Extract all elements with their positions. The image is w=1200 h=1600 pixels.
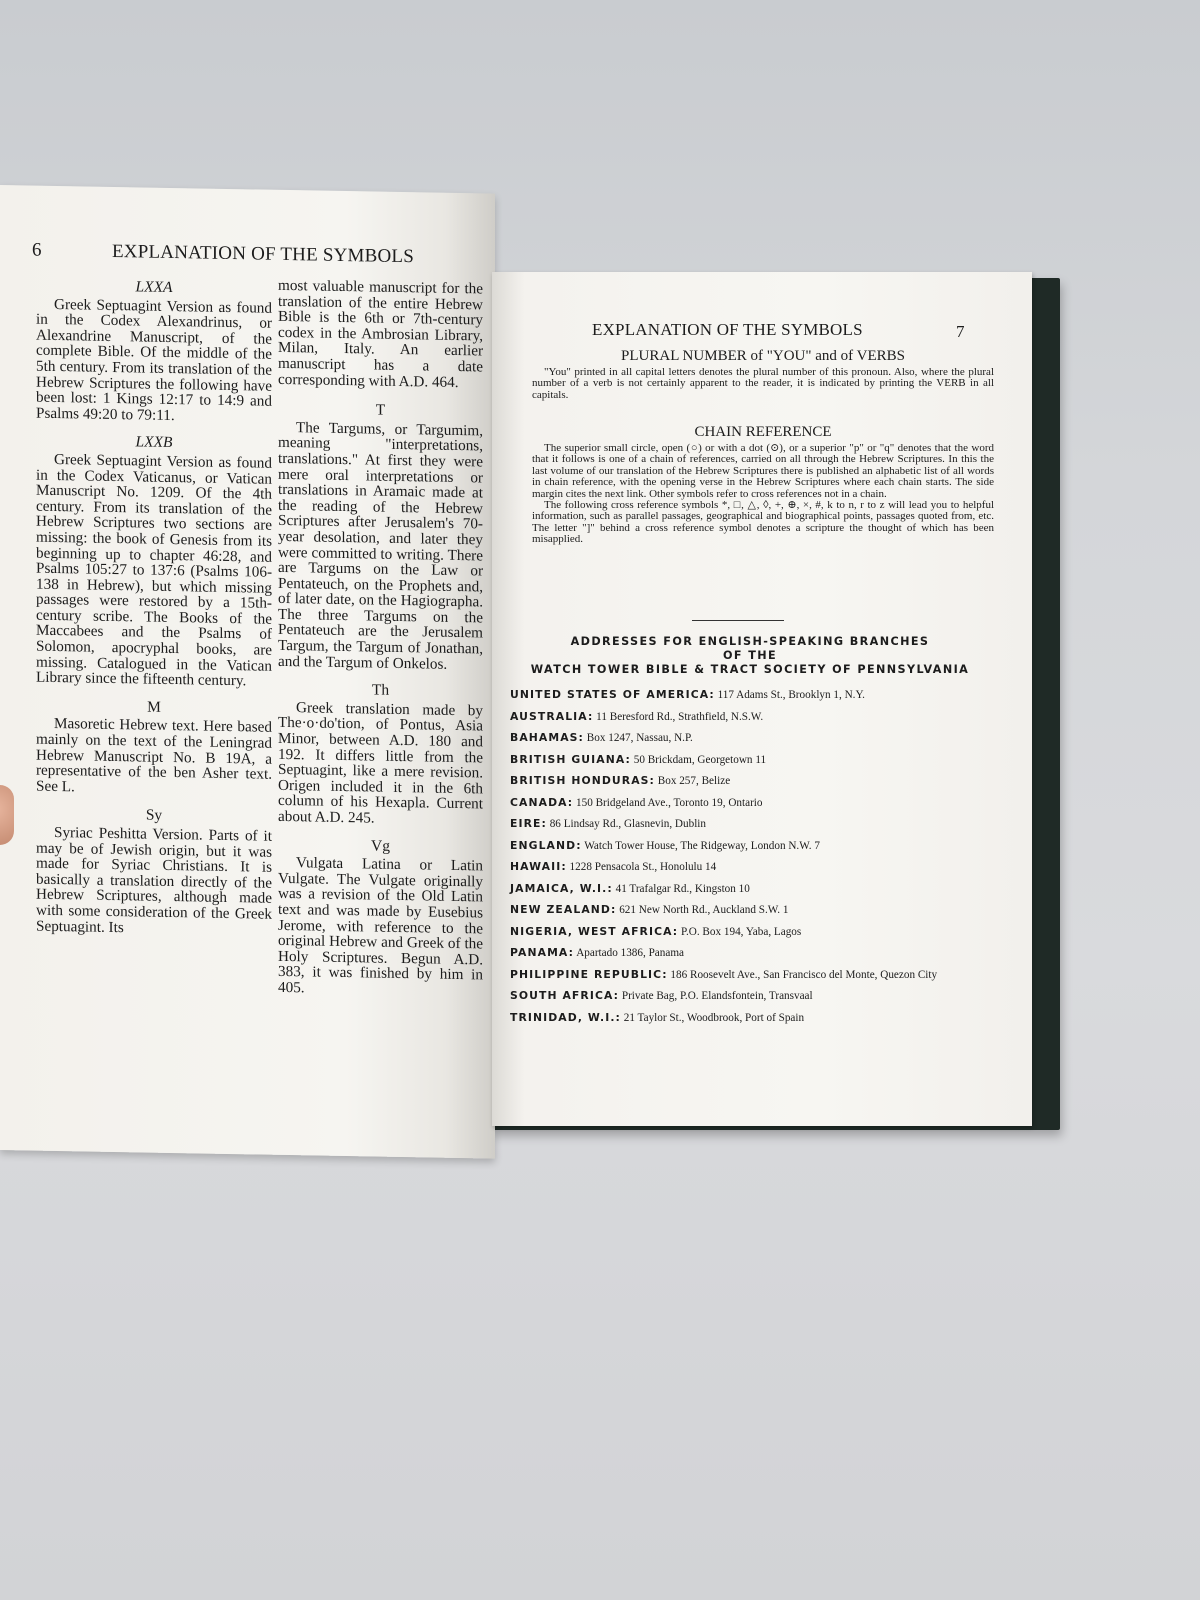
- address-country: NEW ZEALAND:: [510, 903, 617, 916]
- section-heading: PLURAL NUMBER of "YOU" and of VERBS: [621, 348, 905, 364]
- running-head: EXPLANATION OF THE SYMBOLS: [112, 240, 415, 268]
- address-item: [510, 1011, 1010, 1025]
- right-page: [492, 272, 1032, 1126]
- addresses-heading: WATCH TOWER BIBLE & TRACT SOCIETY OF PENNSYLVANIA: [530, 663, 970, 676]
- address-item: [510, 989, 1010, 1003]
- address-item: [510, 839, 1010, 853]
- address-item: [510, 796, 1010, 810]
- address-item: [510, 925, 1010, 939]
- address-list: [510, 688, 1010, 1032]
- entry-symbol: LXXA: [135, 278, 173, 297]
- page-number: 7: [956, 322, 965, 341]
- address-text: Private Bag, P.O. Elandsfontein, Transvaal: [621, 990, 813, 1002]
- address-text: 86 Lindsay Rd., Glasnevin, Dublin: [549, 818, 707, 830]
- address-country: PANAMA:: [510, 946, 574, 959]
- address-text: 186 Roosevelt Ave., San Francisco del Monte, Quezon City: [670, 968, 938, 981]
- address-text: Box 1247, Nassau, N.P.: [586, 732, 693, 744]
- section-text: "You" printed in all capital letters denotes the plural number of this pronoun. Also, where the plural number of a verb is not certainly apparent to the reader, it is indicated by printing the VERB in all capitals.: [532, 366, 994, 401]
- address-country: CANADA:: [510, 795, 574, 809]
- address-item: [510, 710, 1010, 724]
- address-country: HAWAII:: [510, 860, 567, 873]
- page-number: 6: [32, 239, 42, 261]
- entry-text: The Targums, or Targumim, meaning "interpretations, translations." At first they were mere oral interpretations or translations in Aramaic made at the reading of the Hebrew Scriptures after Jerusalem's 70-year desolation, and later they were committed to writing. There are Targums on the Law or Pentateuch, on the Prophets and, of later date, on the Hagiographa. The three Targums on the Pentateuch are the Jerusalem Targum, the Targum of Jonathan, and the Targum of Onkelos.: [278, 418, 483, 673]
- address-text: 1228 Pensacola St., Honolulu 14: [569, 861, 717, 873]
- address-item: [510, 903, 1010, 917]
- left-column-2: [278, 278, 483, 999]
- address-text: 621 New North Rd., Auckland S.W. 1: [619, 904, 789, 916]
- address-item: [510, 774, 1010, 788]
- entry-continuation: most valuable manuscript for the translation of the entire Hebrew Bible is the 6th or 7th-century codex in the Ambrosian Library, Milan, Italy. An earlier manuscript has a date corresponding with A.D. 464.: [278, 276, 483, 391]
- address-country: TRINIDAD, W.I.:: [510, 1010, 621, 1024]
- section-text: The following cross reference symbols *, □, △, ◊, +, ⊕, ×, #, k to n, r to z will lead you to helpful information, such as parallel passages, geographical and biographical points, passages quoted from, etc. The letter "]" behind a cross reference symbol denotes a scripture the thought of which has been misapplied.: [532, 499, 994, 546]
- address-country: SOUTH AFRICA:: [510, 989, 620, 1002]
- entry-text: Syriac Peshitta Version. Parts of it may be of Jewish origin, but it was made for Syriac Christians. It is basically a translation directly of the Hebrew Scriptures, although made with some consideration of the Greek Septuagint. Its: [36, 823, 272, 936]
- entry-text: Vulgata Latina or Latin Vulgate. The Vulgate originally was a revision of the Old Latin text and was made by Eusebius Jerome, with reference to the original Hebrew and Greek of the Holy Scriptures. Begun A.D. 383, it was finished by him in 405.: [278, 854, 483, 997]
- section-heading: CHAIN REFERENCE: [694, 424, 832, 440]
- chain-section: [532, 424, 994, 546]
- address-text: 11 Beresford Rd., Strathfield, N.S.W.: [596, 710, 764, 723]
- address-text: Watch Tower House, The Ridgeway, London N.W. 7: [584, 839, 820, 852]
- addresses-heading: OF THE: [722, 649, 778, 662]
- entry-text: Greek Septuagint Version as found in the Codex Vaticanus, or Vatican Manuscript No. 1209. Of the 4th century. From its translation of the Hebrew Scriptures two sections are missing: the book of Genesis from its beginning up to chapter 46:28, and Psalms 105:27 to 137:6 (Psalms 106-138 in Hebrew), but which missing passages were restored by a 15th-century scribe. The Books of the Maccabees and the Psalms of Solomon, apocryphal books, are missing. Catalogued in the Vatican Library since the fifteenth century.: [36, 450, 272, 690]
- address-country: JAMAICA, W.I.:: [510, 881, 613, 895]
- addresses-heading: ADDRESSES FOR ENGLISH-SPEAKING BRANCHES: [570, 635, 930, 648]
- address-item: [510, 946, 1010, 960]
- address-country: NIGERIA, WEST AFRICA:: [510, 924, 679, 938]
- address-text: 150 Bridgeland Ave., Toronto 19, Ontario: [576, 796, 763, 809]
- plural-section: [532, 348, 994, 401]
- address-item: [510, 688, 1010, 702]
- address-country: ENGLAND:: [510, 838, 582, 852]
- address-text: 41 Trafalgar Rd., Kingston 10: [615, 882, 750, 895]
- entry-symbol: T: [375, 401, 386, 419]
- entry-text: Greek Septuagint Version as found in the Codex Alexandrinus, or Alexandrine Manuscript, of the complete Bible. Of the middle of the 5th century. From its translation of the Hebrew Scriptures the following have been lost: 1 Kings 12:17 to 14:9 and Psalms 49:20 to 79:11.: [36, 295, 272, 424]
- divider-rule: [692, 620, 784, 621]
- entry-symbol: Vg: [371, 837, 390, 855]
- entry-symbol: Sy: [145, 806, 163, 825]
- address-country: AUSTRALIA:: [510, 709, 594, 723]
- address-country: BAHAMAS:: [510, 731, 584, 744]
- address-item: [510, 968, 1010, 982]
- address-text: 117 Adams St., Brooklyn 1, N.Y.: [717, 689, 865, 701]
- address-text: P.O. Box 194, Yaba, Lagos: [680, 925, 802, 938]
- left-column-1: [36, 274, 272, 938]
- running-head: EXPLANATION OF THE SYMBOLS: [592, 320, 863, 339]
- address-item: [510, 817, 1010, 831]
- address-text: Box 257, Belize: [657, 775, 731, 787]
- entry-symbol: Th: [371, 681, 390, 700]
- address-country: BRITISH GUIANA:: [510, 752, 631, 766]
- address-item: [510, 882, 1010, 896]
- entry-text: Greek translation made by The·o·do'tion, of Pontus, Asia Minor, between A.D. 180 and 192. It differs little from the Septuagint, like a mere revision. Origen included it in the 6th column of his Hexapla. Current about A.D. 245.: [278, 699, 483, 827]
- address-text: Apartado 1386, Panama: [576, 947, 684, 959]
- address-country: PHILIPPINE REPUBLIC:: [510, 967, 668, 981]
- section-text: The superior small circle, open (○) or with a dot (⊙), or a superior "p" or "q" denotes that the word that it follows is one of a chain of references, carried on all through the Hebrew Scriptures. In this the last volume of our translation of the Hebrew Scriptures there is published an alphabetic list of all words in chain reference, with the opening verse in the Hebrew Scriptures where each chain starts. The side margin cites the next link. Other symbols refer to cross references not in a chain.: [532, 442, 994, 500]
- address-item: [510, 731, 1010, 745]
- thumb: [0, 785, 14, 845]
- address-country: BRITISH HONDURAS:: [510, 774, 655, 787]
- address-country: UNITED STATES OF AMERICA:: [510, 688, 715, 701]
- entry-text: Masoretic Hebrew text. Here based mainly on the text of the Leningrad Hebrew Manuscript No. B 19A, a representative of the ben Asher text. See L.: [36, 715, 272, 796]
- address-country: EIRE:: [510, 817, 547, 830]
- entry-symbol: LXXB: [135, 433, 173, 452]
- left-page: [0, 185, 495, 1159]
- entry-symbol: M: [147, 698, 161, 716]
- address-item: [510, 753, 1010, 767]
- address-text: 50 Brickdam, Georgetown 11: [633, 753, 767, 766]
- address-item: [510, 860, 1010, 874]
- address-text: 21 Taylor St., Woodbrook, Port of Spain: [623, 1011, 805, 1024]
